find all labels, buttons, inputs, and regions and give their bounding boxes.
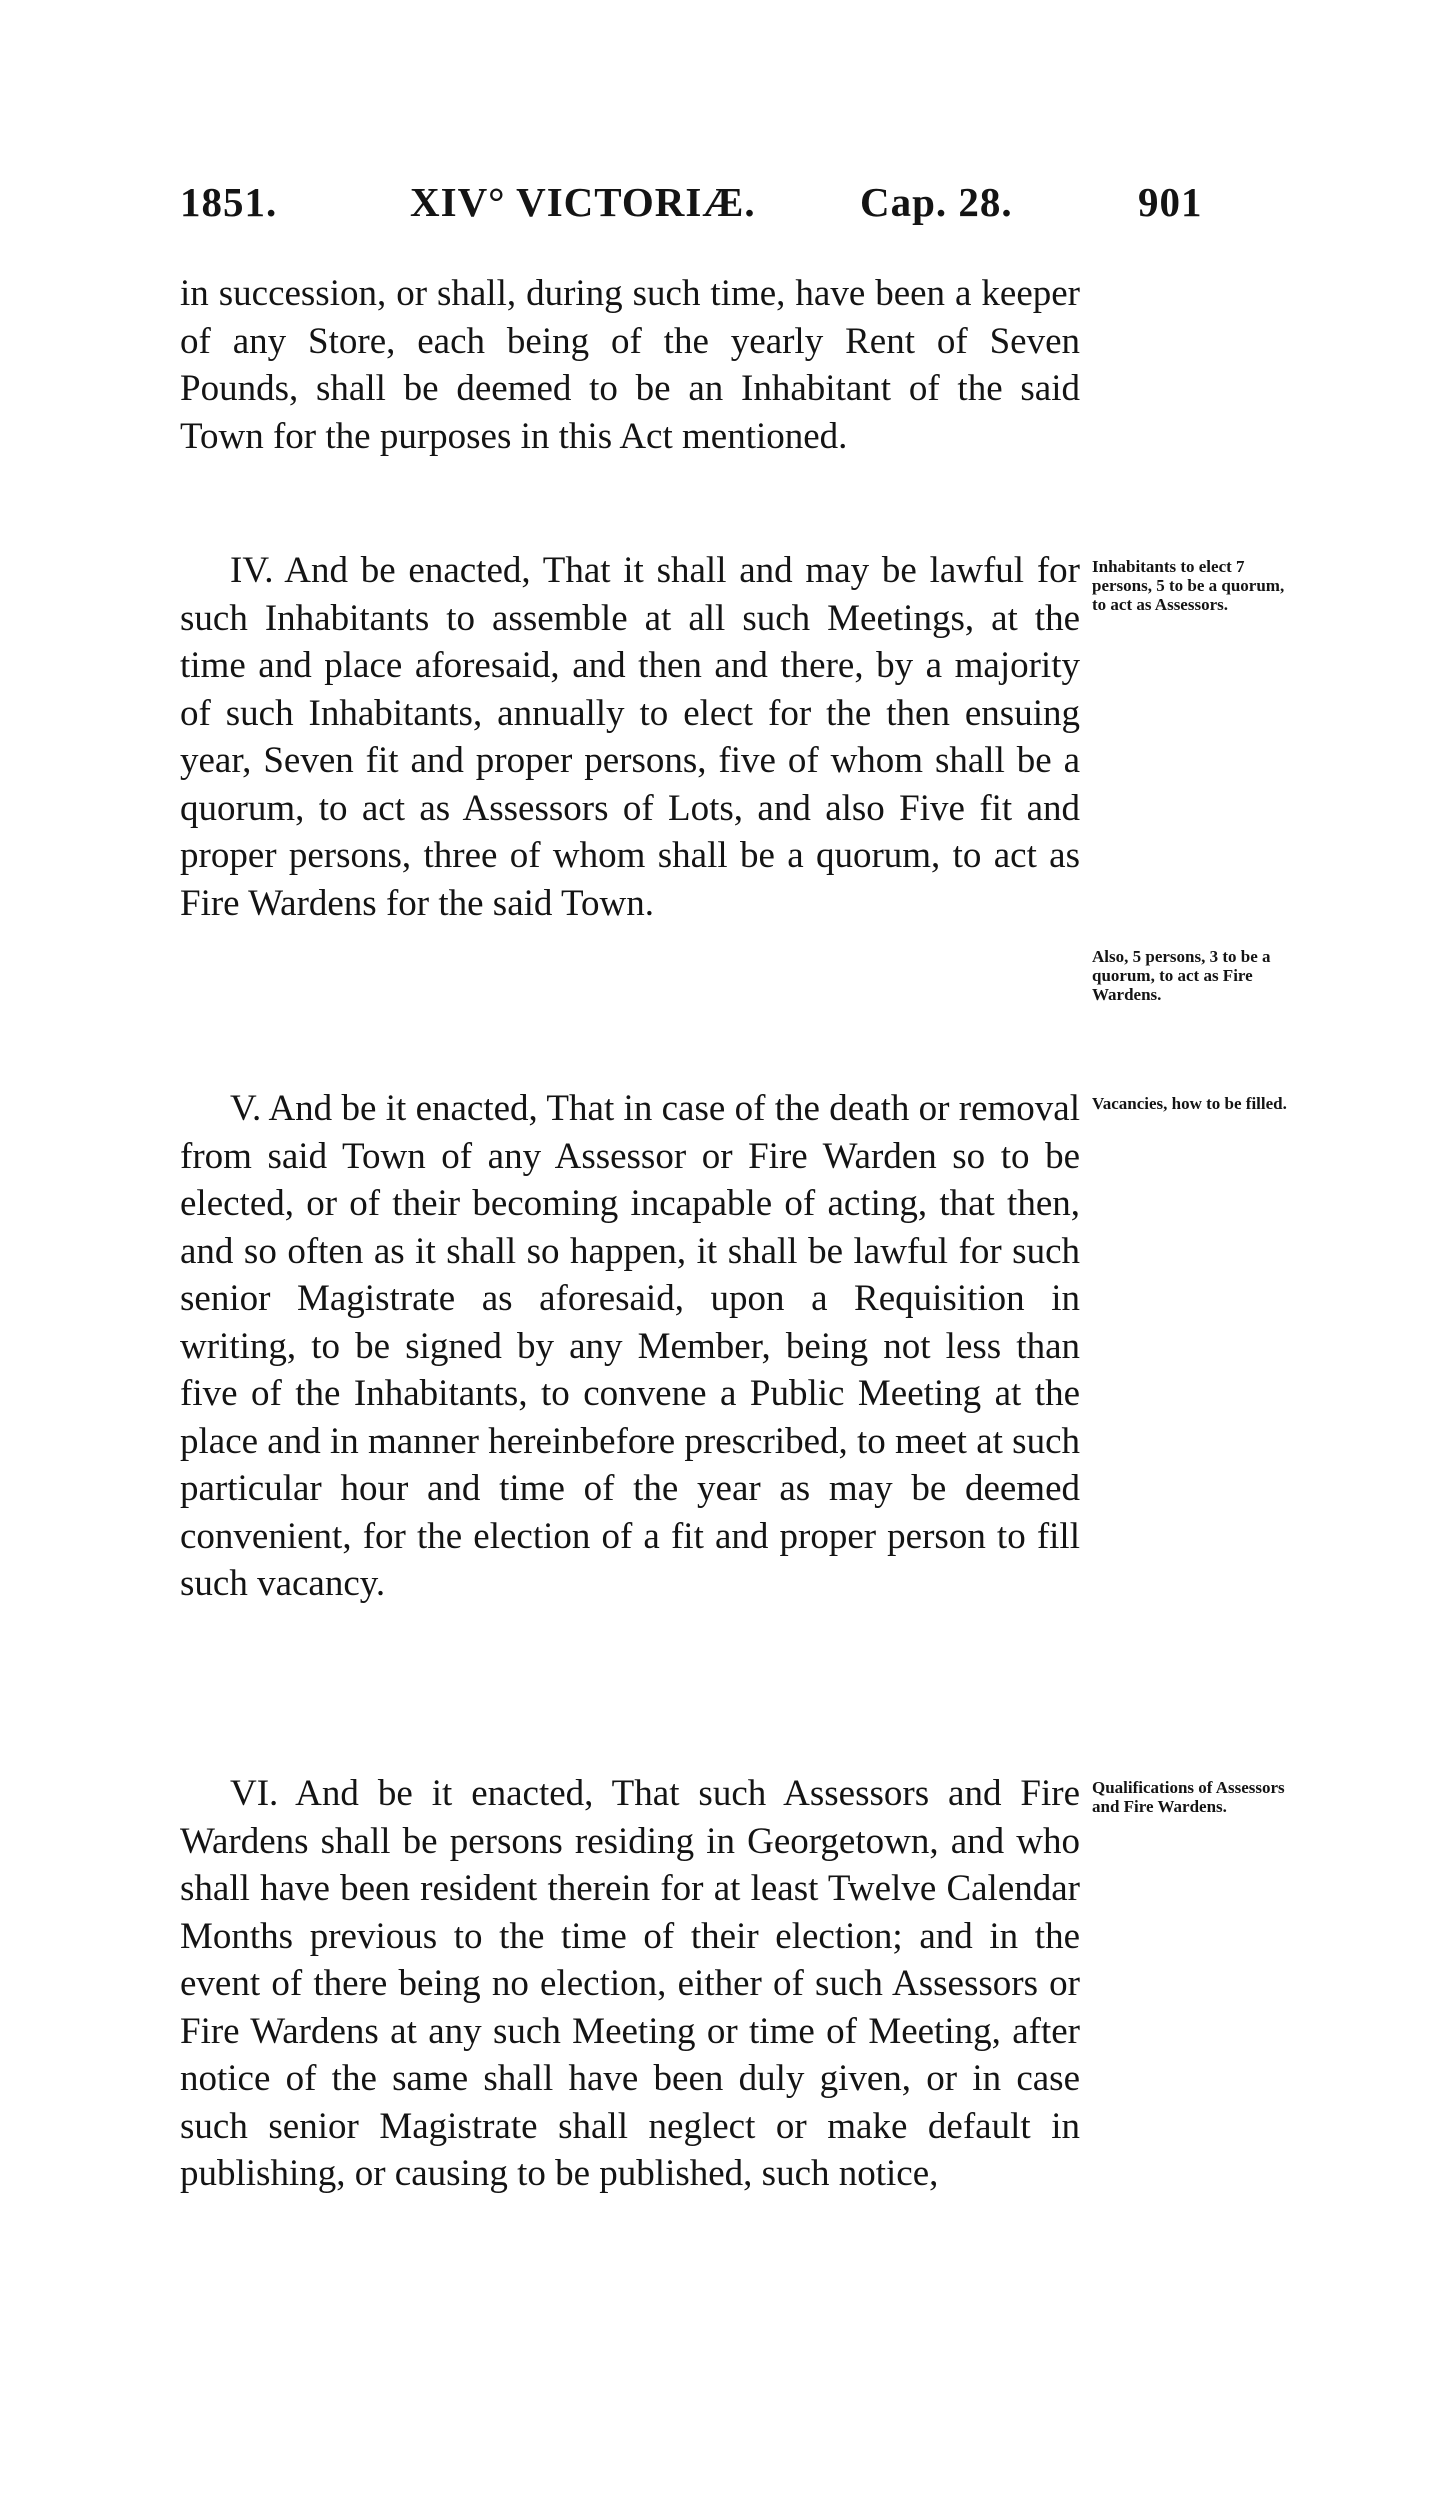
- header-chapter: Cap. 28.: [860, 179, 1013, 225]
- paragraph-section-iv: IV. And be enacted, That it shall and may be lawful for such Inhabitants to assemble at all such Meetings, at the time and place aforesaid, and then and there, by a majority of such Inhabitants, annually to elect for the then ensuing year, Seven fit and proper persons, five of whom shall be a quorum, to act as Assessors of Lots, and also Five fit and proper persons, three of whom shall be a quorum, to act as Fire Wardens for the said Town.: [180, 550, 1080, 924]
- running-header: [180, 178, 1250, 238]
- header-year: 1851.: [180, 179, 278, 225]
- margin-note-inhabitants: Inhabitants to elect 7 persons, 5 to be a quorum, to act as Assessors.: [1092, 557, 1285, 614]
- header-reign: XIV° VICTORIÆ.: [410, 179, 756, 225]
- margin-note-vacancies: Vacancies, how to be filled.: [1092, 1094, 1287, 1113]
- page-number: 901: [1138, 179, 1203, 225]
- margin-note-fire-wardens: Also, 5 persons, 3 to be a quorum, to act as Fire Wardens.: [1092, 947, 1271, 1004]
- paragraph-section-vi: VI. And be it enacted, That such Assessors and Fire Wardens shall be persons residing in Georgetown, and who shall have been resident therein for at least Twelve Calendar Months previous to the time of their election; and in the event of there being no election, either of such Assessors or Fire Wardens at any such Meeting or time of Meeting, after notice of the same shall have been duly given, or in case such senior Magistrate shall neglect or make default in publishing, or causing to be published, such notice,: [180, 1773, 1080, 2194]
- paragraph-section-v: V. And be it enacted, That in case of the death or removal from said Town of any Assessor or Fire Warden so to be elected, or of their becoming incapable of acting, that then, and so often as it shall so happen, it shall be lawful for such senior Magistrate as aforesaid, upon a Requisition in writing, to be signed by any Member, being not less than five of the Inhabitants, to convene a Public Meeting at the place and in manner hereinbefore prescribed, to meet at such particular hour and time of the year as may be deemed convenient, for the election of a fit and proper person to fill such vacancy.: [180, 1088, 1080, 1604]
- paragraph-continuation: in succession, or shall, during such time, have been a keeper of any Store, each being of the yearly Rent of Seven Pounds, shall be deemed to be an Inhabitant of the said Town for the purposes in this Act mentioned.: [180, 273, 1080, 457]
- margin-note-qualifications: Qualifications of Assessors and Fire Wardens.: [1092, 1778, 1285, 1816]
